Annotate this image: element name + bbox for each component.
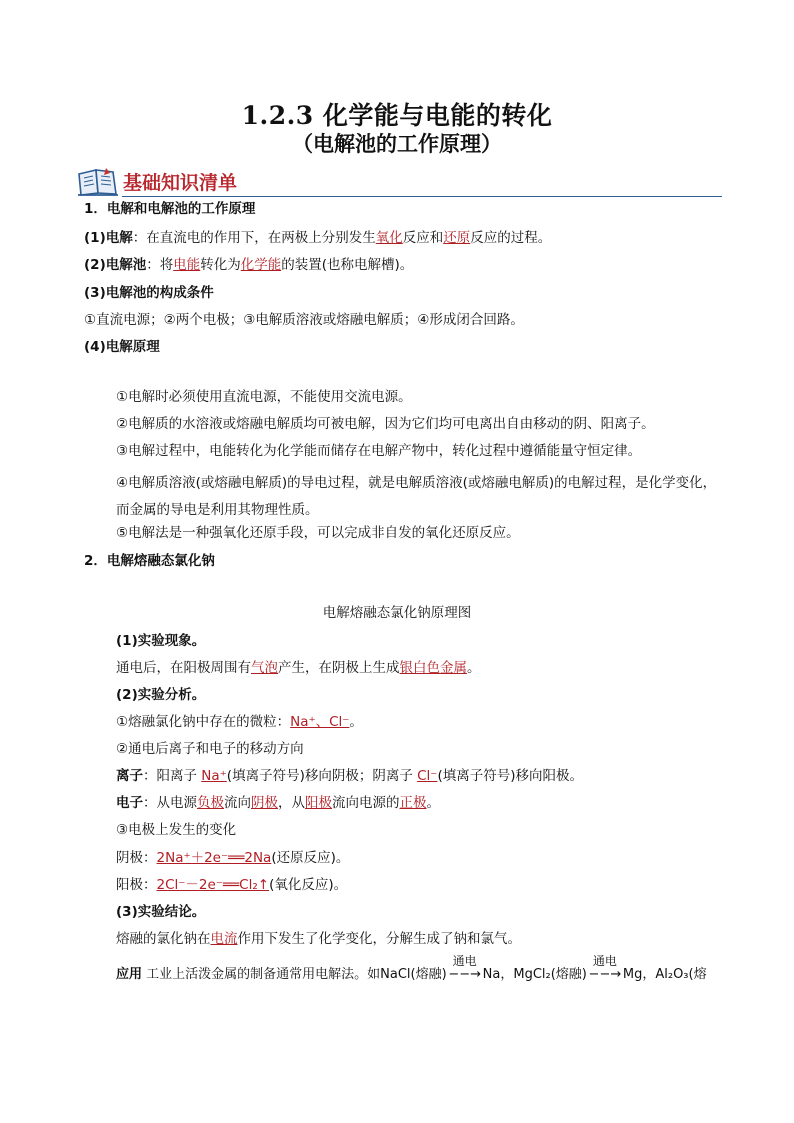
answer-blank: 电流	[210, 931, 238, 947]
answer-blank: 正极	[399, 795, 427, 811]
term-label: (2)电解池	[84, 257, 147, 273]
banner-rule	[122, 196, 722, 197]
text: 熔融的氯化钠在	[116, 931, 211, 947]
figure-caption: 电解熔融态氯化钠原理图	[322, 605, 472, 621]
answer-blank: 氧化	[375, 230, 403, 246]
answer-blank: 电能	[173, 257, 201, 273]
banner-label: 基础知识清单	[123, 172, 238, 194]
text: (氧化反应)。	[269, 877, 348, 893]
answer-blank: Na⁺、Cl⁻	[290, 714, 350, 730]
page-subtitle: （电解池的工作原理）	[292, 131, 502, 156]
text: ：阳离子	[143, 768, 202, 784]
para-electrolysis	[84, 229, 551, 247]
text: ：从电源	[143, 795, 197, 811]
text: 。	[349, 714, 363, 730]
arrow-glyph: −−→	[588, 967, 622, 982]
text: 通电后，在阳极周围有	[116, 660, 251, 676]
text: ，从	[278, 795, 305, 811]
principle-item-3: ③电解过程中，电能转化为化学能而储存在电解产物中，转化过程中遵循能量守恒定律。	[116, 443, 642, 459]
text: (填离子符号)移向阳极。	[437, 768, 583, 784]
principle-item-5: ⑤电解法是一种强氧化还原手段，可以完成非自发的氧化还原反应。	[116, 525, 520, 541]
reaction-arrow	[587, 954, 623, 984]
text: 反应和	[402, 230, 444, 246]
text: 反应的过程。	[470, 230, 552, 246]
text: ①熔融氯化钠中存在的微粒：	[116, 714, 291, 730]
term-label: 电子	[116, 795, 143, 811]
text: 阴极：	[116, 850, 157, 866]
answer-blank: 气泡	[251, 660, 278, 676]
arrow-label: 通电	[452, 954, 477, 968]
phenomenon-heading: (1)实验现象。	[116, 633, 206, 649]
answer-blank: 阳极	[305, 795, 332, 811]
text: 流向电源的	[332, 795, 400, 811]
phenomenon-text	[116, 659, 481, 677]
text: ：在直流电的作用下，在两极上分别发生	[132, 230, 376, 246]
electron-line	[116, 794, 440, 812]
electrode-changes-line: ③电极上发生的变化	[116, 822, 237, 838]
conditions-list: ①直流电源；②两个电极；③电解质溶液或熔融电解质；④形成闭合回路。	[84, 312, 524, 328]
anode-line	[116, 876, 347, 894]
answer-blank: 负极	[197, 795, 224, 811]
section-1-heading: 1．电解和电解池的工作原理	[84, 201, 256, 217]
application-line	[116, 954, 707, 984]
text: (还原反应)。	[271, 850, 350, 866]
text: 阳极：	[116, 877, 157, 893]
cathode-line	[116, 849, 349, 867]
para-electrolytic-cell	[84, 256, 413, 274]
movement-line: ②通电后离子和电子的移动方向	[116, 741, 304, 757]
term-label: (1)电解	[84, 230, 133, 246]
answer-blank: 还原	[443, 230, 471, 246]
text: 产生，在阴极上生成	[278, 660, 400, 676]
arrow-glyph: −−→	[448, 967, 482, 982]
conclusion-heading: (3)实验结论。	[116, 904, 206, 920]
text: 流向	[224, 795, 251, 811]
principle-heading: (4)电解原理	[84, 339, 160, 355]
arrow-label: 通电	[592, 954, 617, 968]
text: (填离子符号)移向阴极；阴离子	[226, 768, 418, 784]
principle-item-4	[116, 470, 724, 524]
section-2-heading: 2．电解熔融态氯化钠	[84, 553, 215, 569]
ion-line	[116, 767, 583, 785]
text: 转化为	[200, 257, 241, 273]
term-label: 应用	[116, 967, 143, 982]
answer-blank: Na⁺	[201, 768, 227, 784]
answer-blank: 2Cl⁻－2e⁻══Cl₂↑	[156, 877, 270, 893]
text: 的装置(也称电解槽)。	[281, 257, 414, 273]
text: Na，MgCl₂(熔融)	[482, 967, 587, 982]
page-title: 1.2.3 化学能与电能的转化	[241, 101, 553, 130]
text: 作用下发生了化学变化，分解生成了钠和氯气。	[237, 931, 521, 947]
conditions-heading: (3)电解池的构成条件	[84, 285, 214, 301]
answer-blank: 阴极	[251, 795, 278, 811]
principle-item-2: ②电解质的水溶液或熔融电解质均可被电解，因为它们均可电离出自由移动的阴、阳离子。	[116, 416, 655, 432]
answer-blank: Cl⁻	[417, 768, 438, 784]
section-banner	[76, 162, 722, 202]
text: Mg，Al₂O₃(熔	[622, 967, 707, 982]
text: ④电解质溶液(或熔融电解质)的导电过程，就是电解质溶液(或熔融电解质)的电解过程，是化学变化，而金属的导电是利用其物理性质。	[116, 475, 717, 518]
reaction-arrow	[447, 954, 483, 984]
book-icon	[76, 166, 120, 196]
analysis-heading: (2)实验分析。	[116, 687, 206, 703]
text: 。	[467, 660, 481, 676]
text: ：将	[146, 257, 174, 273]
term-label: 离子	[116, 768, 143, 784]
answer-blank: 2Na⁺＋2e⁻══2Na	[156, 850, 272, 866]
answer-blank: 银白色金属	[399, 660, 467, 676]
text: 工业上活泼金属的制备通常用电解法。如NaCl(熔融)	[142, 967, 447, 982]
text: 。	[426, 795, 440, 811]
particles-line	[116, 713, 363, 731]
conclusion-text	[116, 930, 521, 948]
principle-item-1: ①电解时必须使用直流电源，不能使用交流电源。	[116, 389, 412, 405]
answer-blank: 化学能	[240, 257, 282, 273]
